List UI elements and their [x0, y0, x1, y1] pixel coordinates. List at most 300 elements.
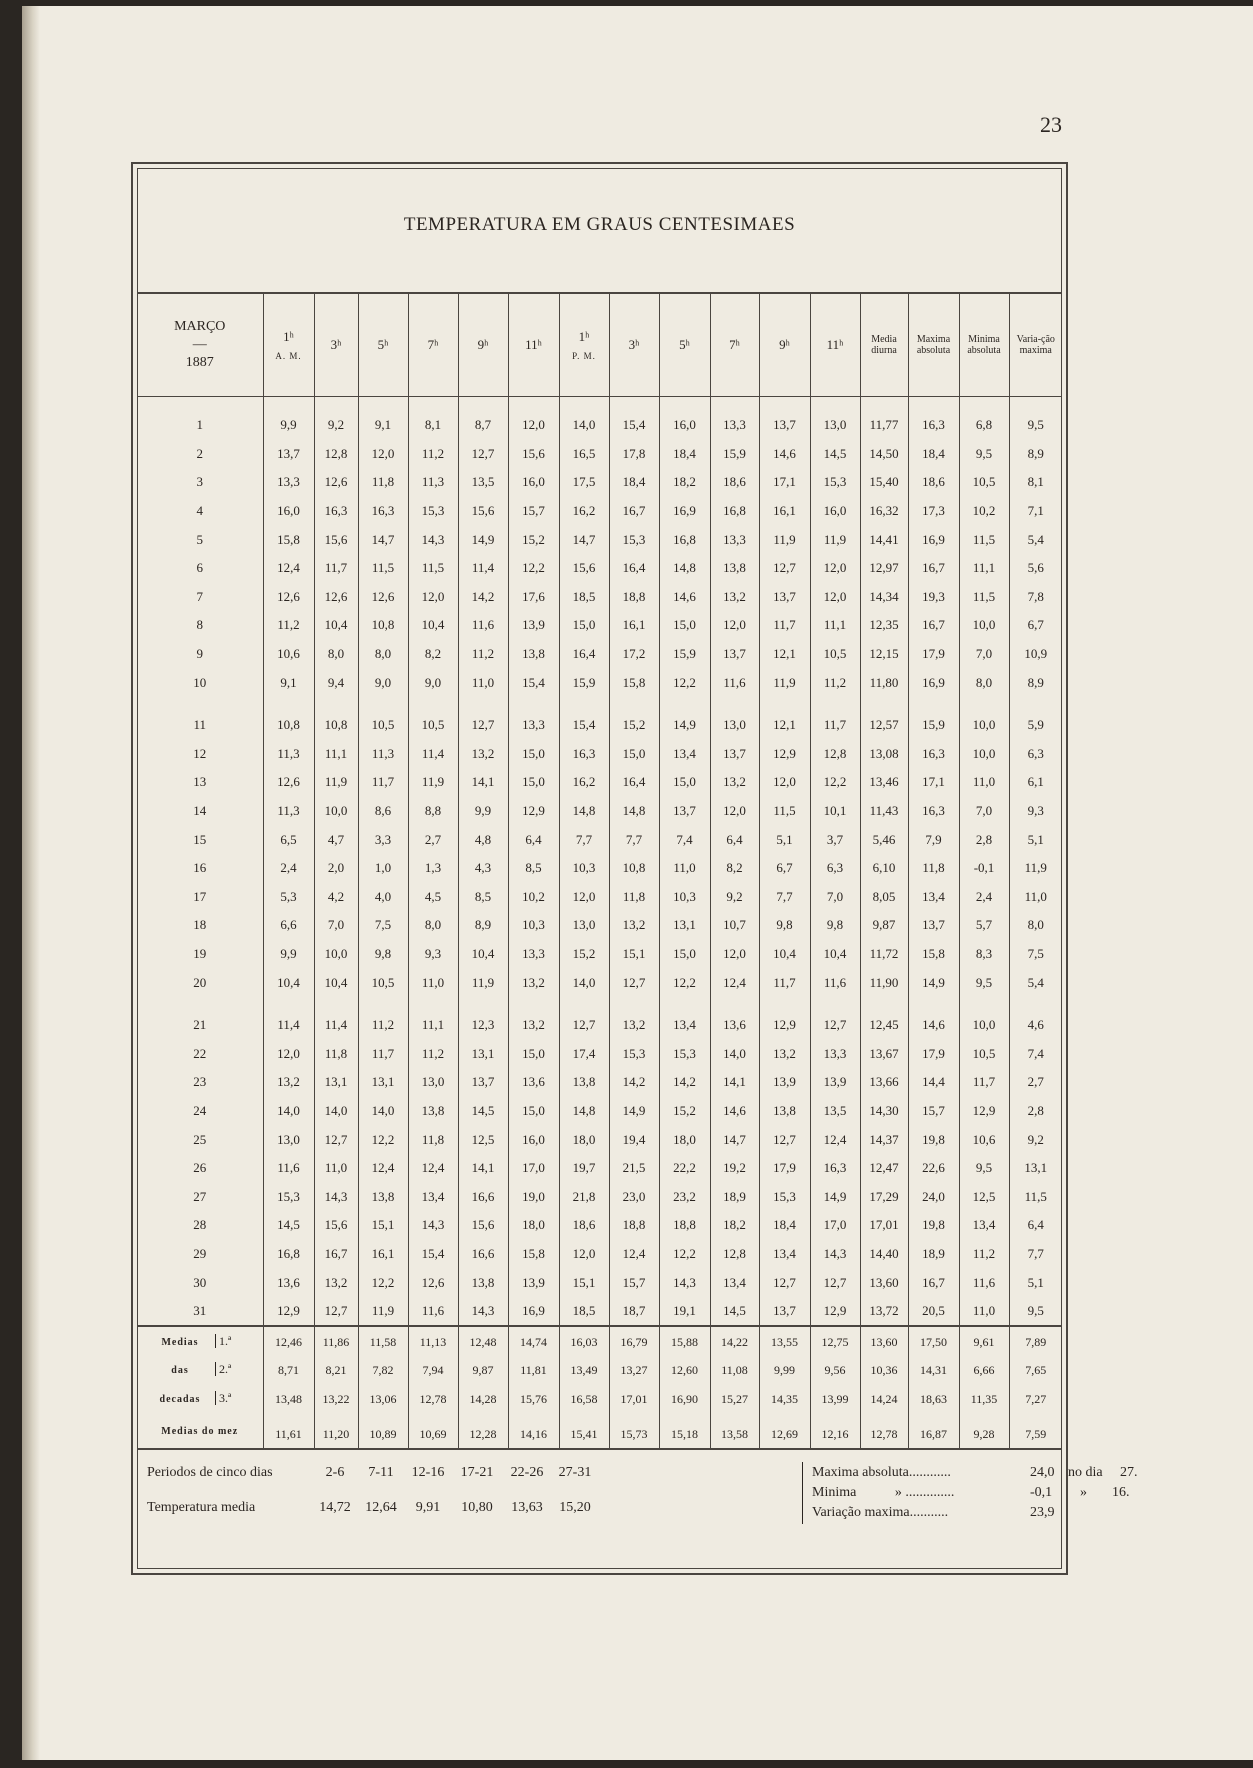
temperature-cell: 11,2 — [458, 640, 508, 669]
temperature-cell: 12,35 — [860, 611, 908, 640]
temperature-cell: 12,4 — [263, 554, 314, 583]
temperature-cell: 15,6 — [508, 440, 559, 469]
hour-label: 9ʰ — [477, 337, 489, 352]
spacer-cell — [609, 697, 659, 711]
hour-header — [508, 293, 559, 397]
temperature-cell: 13,6 — [710, 1011, 759, 1040]
temperature-cell: 15,3 — [659, 1039, 710, 1068]
periodo-cell: 7-11 — [368, 1465, 394, 1480]
decada-mean-cell: 13,55 — [759, 1326, 810, 1356]
temperature-cell: 10,4 — [458, 940, 508, 969]
day-number: 6 — [196, 560, 203, 576]
temperature-cell: 13,9 — [508, 611, 559, 640]
temperature-cell: 19,2 — [710, 1154, 759, 1183]
temperature-cell: 5,6 — [1009, 554, 1062, 583]
decada-mean-cell: 12,48 — [458, 1326, 508, 1356]
day-number: 5 — [196, 531, 203, 547]
temperature-cell: 11,3 — [358, 740, 408, 769]
temperature-cell: 12,7 — [810, 1011, 860, 1040]
day-row — [137, 1068, 1062, 1097]
decada-mean-cell: 16,90 — [659, 1385, 710, 1414]
temperature-cell: 22,6 — [908, 1154, 959, 1183]
temperature-cell: 10,4 — [408, 611, 458, 640]
temperature-cell: 16,0 — [508, 1125, 559, 1154]
temperature-cell: 11,3 — [263, 797, 314, 826]
hour-label: 11ʰ — [826, 337, 844, 352]
decada-mean-cell: 16,58 — [559, 1385, 609, 1414]
hour-label: 3ʰ — [330, 337, 342, 352]
temperature-cell: 16,6 — [458, 1240, 508, 1269]
temperature-cell: 11,0 — [408, 968, 458, 997]
spacer-cell — [263, 697, 314, 711]
temperature-cell: 10,5 — [959, 468, 1009, 497]
temperature-cell: 16,3 — [908, 740, 959, 769]
temperature-cell: 13,1 — [358, 1068, 408, 1097]
temperature-cell: 12,4 — [710, 968, 759, 997]
periodos-row — [147, 1465, 807, 1485]
day-number: 9 — [196, 646, 203, 662]
temperature-cell: 13,6 — [508, 1068, 559, 1097]
decada-mean-cell: 7,89 — [1009, 1326, 1062, 1356]
temperature-cell: 11,1 — [810, 611, 860, 640]
spacer-cell — [263, 997, 314, 1011]
temperature-cell: 13,1 — [1009, 1154, 1062, 1183]
spacer-cell — [508, 997, 559, 1011]
extreme-note: » — [1080, 1485, 1087, 1500]
temperature-cell: 4,0 — [358, 883, 408, 912]
temperature-cell: 6,3 — [810, 854, 860, 883]
temperature-cell: 11,0 — [458, 668, 508, 697]
spacer-cell — [458, 697, 508, 711]
temperature-cell: 13,6 — [263, 1268, 314, 1297]
decada-mean-cell: 13,99 — [810, 1385, 860, 1414]
temperature-cell: 7,5 — [1009, 940, 1062, 969]
temperature-cell: 15,3 — [609, 525, 659, 554]
temperature-cell: 12,2 — [358, 1125, 408, 1154]
temperature-cell: 17,0 — [810, 1211, 860, 1240]
monthly-mean-label: Medias do mez — [161, 1425, 239, 1437]
temperature-cell: 11,72 — [860, 940, 908, 969]
temperature-cell: 15,1 — [609, 940, 659, 969]
temperature-cell: 11,9 — [408, 768, 458, 797]
day-number: 25 — [193, 1131, 207, 1147]
spacer-cell — [710, 397, 759, 412]
hour-header — [314, 293, 358, 397]
day-number: 17 — [193, 888, 207, 904]
temperature-cell: 12,2 — [358, 1268, 408, 1297]
temperature-cell: 11,9 — [358, 1297, 408, 1327]
temperature-cell: 23,0 — [609, 1182, 659, 1211]
temperature-cell: 1,3 — [408, 854, 458, 883]
temperature-cell: 14,8 — [559, 1097, 609, 1126]
temperature-cell: 1,0 — [358, 854, 408, 883]
temperature-cell: 9,2 — [314, 411, 358, 440]
temperature-cell: 9,2 — [710, 883, 759, 912]
temperature-cell: 14,3 — [408, 1211, 458, 1240]
temperature-cell: 16,7 — [314, 1240, 358, 1269]
spacer-cell — [908, 397, 959, 412]
temperature-cell: 13,4 — [710, 1268, 759, 1297]
temperature-cell: 12,0 — [263, 1039, 314, 1068]
temperature-cell: 8,9 — [1009, 668, 1062, 697]
day-row — [137, 854, 1062, 883]
decada-ordinal: 1.ª — [215, 1334, 231, 1348]
temperature-cell: 14,2 — [458, 583, 508, 612]
decada-mean-cell: 14,24 — [860, 1385, 908, 1414]
temperature-cell: 12,8 — [810, 740, 860, 769]
day-row — [137, 583, 1062, 612]
day-row — [137, 1240, 1062, 1269]
monthly-mean-cell: 12,69 — [759, 1413, 810, 1449]
temperature-cell: 8,9 — [1009, 440, 1062, 469]
temperature-cell: 14,9 — [458, 525, 508, 554]
temperature-cell: 13,2 — [710, 768, 759, 797]
day-number: 4 — [196, 503, 203, 519]
temperature-cell: 18,0 — [659, 1125, 710, 1154]
temperature-cell: 19,4 — [609, 1125, 659, 1154]
temperature-cell: 15,9 — [659, 640, 710, 669]
temperature-cell: 12,2 — [659, 968, 710, 997]
temperature-cell: 12,9 — [759, 1011, 810, 1040]
temperature-cell: 13,8 — [759, 1097, 810, 1126]
temperature-cell: 16,6 — [458, 1182, 508, 1211]
temperature-cell: 18,2 — [710, 1211, 759, 1240]
temperature-cell: 14,50 — [860, 440, 908, 469]
temperature-cell: 18,9 — [710, 1182, 759, 1211]
decada-mean-cell: 6,66 — [959, 1356, 1009, 1385]
temperature-cell: 13,8 — [408, 1097, 458, 1126]
day-row — [137, 1011, 1062, 1040]
day-number: 23 — [193, 1074, 207, 1090]
temperature-cell: 10,3 — [659, 883, 710, 912]
extreme-day: 27. — [1120, 1465, 1138, 1480]
temperature-cell: 12,45 — [860, 1011, 908, 1040]
decada-mean-cell: 17,01 — [609, 1385, 659, 1414]
temperature-cell: 7,7 — [759, 883, 810, 912]
temperature-cell: 19,0 — [508, 1182, 559, 1211]
temperature-cell: 13,7 — [458, 1068, 508, 1097]
temperature-cell: 17,4 — [559, 1039, 609, 1068]
hour-header — [458, 293, 508, 397]
temperature-cell: 11,5 — [408, 554, 458, 583]
temperature-cell: 13,8 — [458, 1268, 508, 1297]
temperature-cell: 11,0 — [1009, 883, 1062, 912]
spacer-cell — [810, 697, 860, 711]
temperature-cell: 14,3 — [810, 1240, 860, 1269]
temperature-cell: 16,1 — [759, 497, 810, 526]
temperature-cell: 16,8 — [263, 1240, 314, 1269]
temperature-cell: 12,5 — [458, 1125, 508, 1154]
temperature-cell: 10,2 — [959, 497, 1009, 526]
temperature-cell: 11,1 — [408, 1011, 458, 1040]
spacer-cell — [810, 397, 860, 412]
temperature-cell: 12,0 — [559, 883, 609, 912]
temperature-cell: 5,4 — [1009, 968, 1062, 997]
monthly-mean-cell: 15,73 — [609, 1413, 659, 1449]
temperature-cell: 14,6 — [759, 440, 810, 469]
temperature-cell: 19,8 — [908, 1125, 959, 1154]
temperature-cell: 10,6 — [263, 640, 314, 669]
temperatura-media-row — [147, 1500, 807, 1520]
day-number: 13 — [193, 774, 207, 790]
temperature-cell: 13,2 — [314, 1268, 358, 1297]
temperature-cell: 20,5 — [908, 1297, 959, 1327]
day-number: 2 — [196, 445, 203, 461]
temperature-cell: 9,87 — [860, 911, 908, 940]
temperature-cell: 10,0 — [959, 711, 1009, 740]
decada-mean-cell: 9,99 — [759, 1356, 810, 1385]
periodo-cell: 12-16 — [411, 1465, 445, 1480]
temperature-cell: 11,5 — [358, 554, 408, 583]
temperature-cell: 9,0 — [408, 668, 458, 697]
decada-mean-cell: 11,35 — [959, 1385, 1009, 1414]
spacer-cell — [408, 397, 458, 412]
hour-label: 11ʰ — [525, 337, 542, 352]
temperature-cell: 9,9 — [263, 411, 314, 440]
temperature-cell: 5,4 — [1009, 525, 1062, 554]
temperature-cell: 16,9 — [908, 668, 959, 697]
temperature-cell: 9,8 — [810, 911, 860, 940]
temperature-cell: 15,8 — [263, 525, 314, 554]
spacer-cell — [137, 697, 263, 711]
temperature-cell: 6,10 — [860, 854, 908, 883]
temperature-cell: 11,0 — [959, 768, 1009, 797]
temperature-cell: 11,4 — [458, 554, 508, 583]
temperature-cell: 17,2 — [609, 640, 659, 669]
decada-mean-cell: 10,36 — [860, 1356, 908, 1385]
temperature-cell: 11,7 — [759, 968, 810, 997]
temperature-cell: 12,2 — [508, 554, 559, 583]
day-row — [137, 883, 1062, 912]
month-dash: — — [192, 337, 207, 352]
temperature-cell: 10,6 — [959, 1125, 1009, 1154]
temperature-cell: 13,7 — [759, 411, 810, 440]
temperature-cell: 8,0 — [408, 911, 458, 940]
temperature-cell: 17,6 — [508, 583, 559, 612]
temperature-cell: 4,6 — [1009, 1011, 1062, 1040]
temperature-cell: 13,0 — [710, 711, 759, 740]
temperature-cell: 10,4 — [759, 940, 810, 969]
monthly-mean-cell: 13,58 — [710, 1413, 759, 1449]
temperature-cell: 14,0 — [263, 1097, 314, 1126]
temperature-cell: 18,8 — [609, 583, 659, 612]
year-label: 1887 — [185, 355, 214, 370]
stat-label: Maxima absoluta — [916, 334, 951, 356]
day-number: 11 — [193, 717, 207, 733]
spacer-cell — [508, 397, 559, 412]
spacer-cell — [659, 697, 710, 711]
day-row — [137, 940, 1062, 969]
decada-mean-cell: 13,60 — [860, 1326, 908, 1356]
decada-mean-cell: 14,28 — [458, 1385, 508, 1414]
temperature-cell: 11,4 — [263, 1011, 314, 1040]
temperature-cell: 16,3 — [908, 797, 959, 826]
spacer-cell — [1009, 397, 1062, 412]
temperature-cell: 14,3 — [458, 1297, 508, 1327]
day-number: 15 — [193, 831, 207, 847]
day-number: 30 — [193, 1274, 207, 1290]
temperature-cell: 11,2 — [263, 611, 314, 640]
monthly-mean-cell: 12,28 — [458, 1413, 508, 1449]
temperature-cell: 10,0 — [959, 1011, 1009, 1040]
temperature-cell: 14,9 — [659, 711, 710, 740]
spacer-cell — [759, 697, 810, 711]
temperature-cell: 15,0 — [659, 940, 710, 969]
temperature-cell: 10,5 — [959, 1039, 1009, 1068]
temperature-cell: 12,7 — [759, 1268, 810, 1297]
temperatura-media-label: Temperatura media — [147, 1500, 256, 1515]
temperature-cell: 12,2 — [659, 1240, 710, 1269]
temperature-cell: 10,3 — [559, 854, 609, 883]
temperature-cell: 10,1 — [810, 797, 860, 826]
temperature-cell: 15,0 — [659, 611, 710, 640]
spacer-cell — [908, 697, 959, 711]
temperature-cell: 10,0 — [314, 940, 358, 969]
day-number: 20 — [193, 974, 207, 990]
temperature-cell: 7,7 — [609, 825, 659, 854]
temperature-cell: 8,5 — [458, 883, 508, 912]
temperature-cell: 6,7 — [1009, 611, 1062, 640]
temperature-cell: 12,7 — [314, 1297, 358, 1327]
stat-label: Varia-ção maxima — [1016, 334, 1055, 356]
table-title: TEMPERATURA EM GRAUS CENTESIMAES — [403, 214, 796, 235]
temperature-cell: 7,5 — [358, 911, 408, 940]
temperature-cell: 18,2 — [659, 468, 710, 497]
temperature-cell: 14,5 — [810, 440, 860, 469]
temperature-table — [137, 292, 1062, 1450]
decada-label-cell — [137, 1356, 263, 1385]
monthly-mean-cell: 10,69 — [408, 1413, 458, 1449]
temperature-cell: 12,7 — [458, 440, 508, 469]
temperature-cell: 16,4 — [609, 768, 659, 797]
temperature-cell: 9,5 — [959, 968, 1009, 997]
temperature-cell: 15,3 — [609, 1039, 659, 1068]
temperature-cell: 11,2 — [810, 668, 860, 697]
decada-mean-cell: 16,79 — [609, 1326, 659, 1356]
hour-label: 1ʰ — [283, 329, 294, 344]
temperature-cell: 12,47 — [860, 1154, 908, 1183]
decada-mean-cell: 8,71 — [263, 1356, 314, 1385]
temperature-cell: 14,37 — [860, 1125, 908, 1154]
temperature-cell: 13,2 — [609, 1011, 659, 1040]
temperature-cell: 11,9 — [759, 668, 810, 697]
day-row — [137, 640, 1062, 669]
temperature-cell: 16,7 — [908, 611, 959, 640]
temperature-cell: 12,4 — [408, 1154, 458, 1183]
temperature-cell: 11,5 — [959, 583, 1009, 612]
temperature-cell: 10,2 — [508, 883, 559, 912]
temperature-cell: 13,7 — [710, 640, 759, 669]
temperature-cell: 11,2 — [408, 1039, 458, 1068]
temperature-cell: 16,8 — [659, 525, 710, 554]
periodo-cell: 17-21 — [460, 1465, 494, 1480]
spacer-cell — [860, 997, 908, 1011]
extreme-label: Variação maxima — [812, 1505, 910, 1520]
temperature-cell: 19,8 — [908, 1211, 959, 1240]
temperature-cell: 11,9 — [1009, 854, 1062, 883]
spacer-cell — [1009, 997, 1062, 1011]
temperature-cell: 14,9 — [609, 1097, 659, 1126]
extreme-dots: ........... — [909, 1505, 949, 1520]
temperature-cell: 12,0 — [408, 583, 458, 612]
monthly-mean-cell: 16,87 — [908, 1413, 959, 1449]
temperature-cell: 16,7 — [908, 1268, 959, 1297]
temperature-cell: 12,0 — [810, 583, 860, 612]
temperature-cell: 13,4 — [959, 1211, 1009, 1240]
page-binding-edge — [22, 6, 40, 1760]
temperature-cell: 16,7 — [908, 554, 959, 583]
temperatura-media-cell: 14,72 — [319, 1500, 351, 1515]
temperature-cell: 16,5 — [559, 440, 609, 469]
decada-row — [137, 1356, 1062, 1385]
extreme-note: no dia — [1068, 1465, 1103, 1480]
temperature-cell: 8,0 — [1009, 911, 1062, 940]
periodo-cell: 27-31 — [558, 1465, 592, 1480]
temperature-cell: 13,3 — [263, 468, 314, 497]
temperature-cell: 10,3 — [508, 911, 559, 940]
temperature-cell: 3,3 — [358, 825, 408, 854]
spacer-cell — [1009, 697, 1062, 711]
temperature-cell: 14,3 — [314, 1182, 358, 1211]
temperature-cell: 14,5 — [458, 1097, 508, 1126]
temperature-cell: -0,1 — [959, 854, 1009, 883]
header-row — [137, 293, 1062, 397]
decada-mean-cell: 11,86 — [314, 1326, 358, 1356]
extreme-label: Maxima absoluta — [812, 1465, 909, 1480]
temperature-cell: 10,4 — [314, 611, 358, 640]
temperature-cell: 15,0 — [659, 768, 710, 797]
temperature-cell: 10,7 — [710, 911, 759, 940]
temperature-cell: 14,4 — [908, 1068, 959, 1097]
temperature-cell: 10,8 — [609, 854, 659, 883]
day-number: 24 — [193, 1102, 207, 1118]
temperature-cell: 10,0 — [959, 611, 1009, 640]
day-row — [137, 1154, 1062, 1183]
temperature-cell: 13,7 — [759, 583, 810, 612]
temperature-cell: 11,4 — [314, 1011, 358, 1040]
monthly-mean-cell: 14,16 — [508, 1413, 559, 1449]
temperature-cell: 9,2 — [1009, 1125, 1062, 1154]
temperature-cell: 16,3 — [358, 497, 408, 526]
temperature-cell: 16,32 — [860, 497, 908, 526]
temperature-cell: 13,8 — [559, 1068, 609, 1097]
month-label-block — [137, 318, 263, 372]
temperature-cell: 8,5 — [508, 854, 559, 883]
temperature-cell: 15,1 — [559, 1268, 609, 1297]
temperature-cell: 17,3 — [908, 497, 959, 526]
temperature-cell: 15,0 — [609, 740, 659, 769]
temperature-cell: 15,9 — [559, 668, 609, 697]
spacer-cell — [609, 997, 659, 1011]
temperature-cell: 14,1 — [458, 1154, 508, 1183]
temperature-cell: 13,4 — [659, 740, 710, 769]
temperature-cell: 5,46 — [860, 825, 908, 854]
spacer-cell — [810, 997, 860, 1011]
spacer-cell — [137, 397, 263, 412]
temperature-cell: 15,6 — [458, 1211, 508, 1240]
temperature-cell: 8,2 — [408, 640, 458, 669]
temperature-cell: 16,7 — [609, 497, 659, 526]
temperature-cell: 10,4 — [810, 940, 860, 969]
temperature-cell: 6,3 — [1009, 740, 1062, 769]
temperature-cell: 9,8 — [358, 940, 408, 969]
temperature-cell: 13,9 — [759, 1068, 810, 1097]
temperature-cell: 15,3 — [759, 1182, 810, 1211]
day-row — [137, 411, 1062, 440]
temperatura-media-cell: 12,64 — [365, 1500, 397, 1515]
temperature-cell: 7,4 — [1009, 1039, 1062, 1068]
temperature-cell: 6,7 — [759, 854, 810, 883]
